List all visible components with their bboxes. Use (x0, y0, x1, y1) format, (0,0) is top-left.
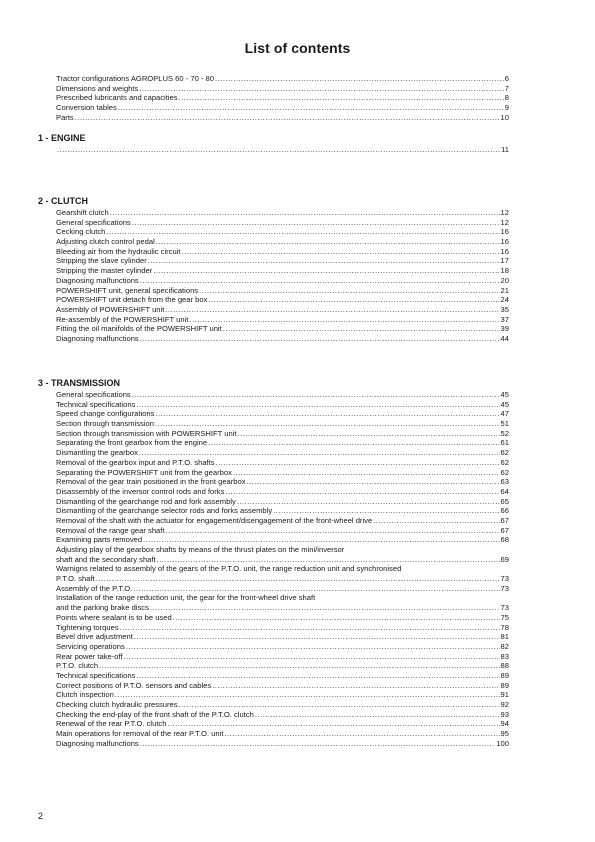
toc-entry-title: Dimensions and weights (56, 83, 139, 93)
toc-entry-page: 51 (500, 419, 509, 429)
toc-entry (56, 419, 509, 429)
toc-entry-page: 12 (500, 208, 509, 217)
toc-entry-page: 62 (500, 467, 509, 477)
toc-entry-page: 8 (504, 93, 509, 103)
toc-entry-title: Renewal of the rear P.T.O. clutch (56, 719, 167, 729)
intro-list (56, 74, 509, 122)
page-number: 2 (38, 811, 44, 821)
toc-entry-title: Gearshift clutch (56, 208, 109, 217)
toc-entry-page: 45 (500, 399, 509, 409)
toc-entry-title: Assembly of POWERSHIFT unit (56, 304, 165, 314)
toc-dot-leader (133, 584, 499, 594)
toc-entry-page: 52 (500, 428, 509, 438)
toc-entry (56, 739, 509, 749)
toc-entry-page: 65 (500, 496, 509, 506)
toc-entry (56, 623, 509, 633)
toc-entry-page: 83 (500, 651, 509, 661)
toc-entry-title: Stripping the master cylinder (56, 266, 153, 276)
toc-dot-leader (134, 632, 500, 642)
toc-entry (56, 74, 509, 84)
toc-dot-leader (225, 487, 499, 497)
toc-entry-title: Separating the POWERSHIFT unit from the gearbox (56, 467, 232, 477)
toc-entry-title: Rear power take-off (56, 651, 123, 661)
toc-entry-title: Removal of the gearbox input and P.T.O. shafts (56, 457, 215, 467)
toc-entry-page: 62 (500, 457, 509, 467)
toc-entry (56, 237, 509, 247)
toc-entry-page: 67 (500, 525, 509, 535)
toc-entry (56, 93, 509, 103)
section-heading-engine: 1 - ENGINE (38, 133, 86, 143)
toc-entry (56, 227, 509, 237)
toc-entry-title: Warnigns related to assembly of the gears of the P.T.O. unit, the range reduction unit and synchronised (56, 564, 402, 574)
toc-dot-leader (115, 690, 500, 700)
toc-entry-page: 73 (500, 603, 509, 613)
toc-dot-leader (139, 448, 500, 458)
toc-entry-title: Correct positions of P.T.O. sensors and cables (56, 680, 212, 690)
toc-entry (56, 334, 509, 344)
page-title: List of contents (244, 40, 351, 56)
toc-entry-page: 11 (501, 145, 509, 154)
toc-entry (56, 256, 509, 266)
toc-dot-leader (165, 305, 499, 315)
toc-entry-page: 9 (504, 103, 509, 113)
toc-entry-title: Section through transmission with POWERSHIFT unit (56, 428, 237, 438)
toc-entry-title: Prescribed lubricants and capacities (56, 93, 178, 103)
toc-entry-title: Tractor configurations AGROPLUS 60 - 70 - 80 (56, 74, 214, 83)
toc-dot-leader (216, 458, 500, 468)
toc-dot-leader (179, 700, 500, 710)
toc-entry (56, 671, 509, 681)
toc-entry (56, 429, 509, 439)
section-list-transmission (56, 390, 509, 748)
toc-dot-leader (57, 145, 500, 155)
toc-entry-title: and the parking brake discs (56, 603, 149, 613)
toc-entry (56, 506, 509, 516)
toc-entry-page: 66 (500, 506, 509, 516)
toc-entry (56, 526, 509, 536)
toc-entry-page: 12 (500, 217, 509, 227)
toc-entry (56, 468, 509, 478)
toc-entry-page: 94 (500, 719, 509, 729)
toc-dot-leader (136, 400, 499, 410)
toc-dot-leader (155, 419, 500, 429)
toc-dot-leader (189, 315, 499, 325)
toc-entry (56, 208, 509, 218)
toc-entry-title: Points where sealant is to be used (56, 612, 172, 622)
toc-entry-page: 82 (500, 641, 509, 651)
toc-dot-leader (150, 603, 500, 613)
toc-entry-page: 73 (500, 574, 509, 584)
toc-entry-title: Removal of the range gear shaft (56, 525, 165, 535)
toc-entry-page: 35 (500, 304, 509, 314)
toc-entry-page: 7 (504, 83, 509, 93)
toc-entry (56, 729, 509, 739)
toc-dot-leader (212, 681, 499, 691)
toc-entry (56, 584, 509, 594)
toc-entry-title: Conversion tables (56, 103, 117, 113)
toc-entry-title: Technical specifications (56, 670, 136, 680)
toc-entry-title: P.T.O. shaft (56, 574, 95, 584)
toc-dot-leader (148, 256, 500, 266)
toc-entry-title: Clutch inspection (56, 690, 114, 700)
toc-entry-page: 45 (500, 390, 509, 399)
toc-entry-title: Diagnosing malfunctions (56, 275, 139, 285)
toc-dot-leader (167, 719, 499, 729)
toc-entry (56, 710, 509, 720)
toc-entry-title: Checking clutch hydraulic pressures (56, 700, 178, 709)
toc-entry-page: 16 (500, 237, 509, 247)
section-list-engine (56, 145, 509, 155)
toc-entry-page: 81 (500, 632, 509, 642)
toc-dot-leader (120, 623, 500, 633)
toc-entry (56, 593, 509, 603)
toc-entry (56, 113, 509, 123)
section-heading-clutch: 2 - CLUTCH (38, 196, 88, 206)
toc-entry (56, 400, 509, 410)
toc-entry (56, 564, 509, 574)
toc-entry-title: Examining parts removed (56, 535, 143, 545)
toc-entry-page: 64 (500, 486, 509, 496)
toc-entry (56, 295, 509, 305)
toc-entry-page: 44 (500, 333, 509, 343)
toc-dot-leader (106, 227, 499, 237)
toc-entry-page: 61 (500, 438, 509, 448)
toc-dot-leader (99, 661, 499, 671)
toc-entry (56, 276, 509, 286)
toc-entry-page: 47 (500, 409, 509, 419)
toc-entry-title: Installation of the range reduction unit, the gear for the front-wheel drive shaft (56, 593, 316, 603)
toc-entry-title: Separating the front gearbox from the engine (56, 438, 208, 448)
toc-dot-leader (140, 739, 496, 749)
toc-dot-leader (126, 642, 500, 652)
toc-dot-leader (96, 574, 500, 584)
toc-entry-page: 6 (504, 74, 509, 83)
toc-entry (56, 438, 509, 448)
toc-dot-leader (255, 710, 500, 720)
section-heading-transmission: 3 - TRANSMISSION (38, 378, 121, 388)
section-list-clutch (56, 208, 509, 344)
toc-entry-title: Re-assembly of the POWERSHIFT unit (56, 314, 189, 324)
toc-entry-page: 63 (500, 477, 509, 487)
toc-dot-leader (156, 237, 500, 247)
toc-dot-leader (143, 535, 499, 545)
toc-entry-title: Bevel drive adjustment (56, 632, 133, 642)
toc-dot-leader (139, 84, 503, 94)
toc-entry-title: POWERSHIFT unit detach from the gear box (56, 295, 208, 305)
toc-entry (56, 719, 509, 729)
toc-entry (56, 247, 509, 257)
toc-dot-leader (199, 286, 499, 296)
toc-dot-leader (155, 409, 499, 419)
toc-entry (56, 458, 509, 468)
toc-entry (56, 487, 509, 497)
toc-dot-leader (173, 613, 500, 623)
toc-entry (56, 681, 509, 691)
toc-entry-page: 91 (500, 690, 509, 700)
toc-entry-title: Checking the end-play of the front shaft of the P.T.O. clutch (56, 709, 254, 719)
toc-entry-page: 93 (500, 709, 509, 719)
toc-entry-page: 39 (500, 324, 509, 334)
toc-entry-title: Dismantling the gearbox (56, 448, 138, 458)
toc-entry-title: Diagnosing malfunctions (56, 333, 139, 343)
toc-entry-page: 100 (496, 738, 509, 748)
toc-entry-page: 62 (500, 448, 509, 458)
toc-entry-page: 17 (500, 256, 509, 266)
toc-entry-title: P.T.O. clutch (56, 661, 99, 671)
toc-entry-page: 16 (500, 227, 509, 237)
toc-entry-page: 67 (500, 515, 509, 525)
toc-entry-title: Servicing operations (56, 641, 125, 651)
toc-entry-page: 24 (500, 295, 509, 305)
toc-entry-title: Removal of the gear train positioned in the front gearbox (56, 477, 246, 487)
toc-dot-leader (182, 247, 500, 257)
toc-entry-page: 73 (500, 583, 509, 593)
toc-entry (56, 690, 509, 700)
toc-dot-leader (237, 497, 500, 507)
toc-dot-leader (215, 74, 504, 84)
toc-entry-page: 10 (500, 112, 509, 122)
toc-entry (56, 286, 509, 296)
toc-entry-title: Parts (56, 112, 74, 122)
toc-entry-title: Cecking clutch (56, 227, 106, 237)
toc-entry-page: 68 (500, 535, 509, 545)
toc-entry (56, 409, 509, 419)
toc-entry-page: 78 (500, 622, 509, 632)
toc-entry-title: Fitting the oil manifolds of the POWERSHIFT unit (56, 324, 222, 334)
toc-entry (56, 700, 509, 710)
toc-entry-title: Tightening torques (56, 622, 119, 632)
toc-dot-leader (153, 266, 499, 276)
toc-dot-leader (140, 334, 500, 344)
toc-entry (56, 315, 509, 325)
toc-dot-leader (233, 468, 500, 478)
toc-entry-page: 20 (500, 275, 509, 285)
toc-entry-page: 16 (500, 246, 509, 256)
toc-entry (56, 661, 509, 671)
toc-entry (56, 545, 509, 555)
toc-dot-leader (132, 390, 500, 400)
toc-entry-title: Dismantling of the gearchange selector rods and forks assembly (56, 506, 273, 516)
toc-entry-page: 75 (500, 612, 509, 622)
toc-entry (56, 516, 509, 526)
toc-entry (56, 535, 509, 545)
toc-entry-page: 95 (500, 729, 509, 739)
toc-entry (56, 103, 509, 113)
toc-dot-leader (124, 652, 500, 662)
toc-entry (56, 497, 509, 507)
toc-entry-page: 69 (500, 554, 509, 564)
toc-dot-leader (373, 516, 499, 526)
toc-entry-title: Section through transmission (56, 419, 154, 429)
toc-entry-title: Technical specifications (56, 399, 136, 409)
toc-entry-title: Adjusting play of the gearbox shafts by means of the thrust plates on the mini/inversor (56, 545, 345, 554)
toc-dot-leader (208, 295, 499, 305)
toc-entry (56, 603, 509, 613)
toc-dot-leader (110, 208, 500, 218)
toc-entry (56, 218, 509, 228)
toc-entry (56, 266, 509, 276)
toc-dot-leader (75, 113, 500, 123)
toc-entry (56, 613, 509, 623)
toc-entry-title: POWERSHIFT unit, general specifications (56, 285, 199, 295)
toc-entry (56, 84, 509, 94)
toc-dot-leader (157, 555, 500, 565)
toc-dot-leader (179, 93, 504, 103)
toc-entry (56, 477, 509, 487)
toc-dot-leader (208, 438, 499, 448)
toc-entry-title: shaft and the secondary shaft (56, 554, 156, 564)
toc-entry (56, 574, 509, 584)
toc-entry-title: Main operations for removal of the rear P.T.O. unit (56, 729, 224, 739)
toc-entry-title: Disassembly of the inversor control rods and forks (56, 486, 225, 496)
toc-entry (56, 305, 509, 315)
toc-entry-page: 21 (500, 285, 509, 295)
toc-entry (56, 642, 509, 652)
toc-entry (56, 448, 509, 458)
toc-entry-title: Stripping the slave cylinder (56, 256, 147, 266)
toc-dot-leader (238, 429, 500, 439)
toc-dot-leader (247, 477, 500, 487)
toc-entry-page: 89 (500, 680, 509, 690)
toc-entry (56, 324, 509, 334)
toc-entry-page: 37 (500, 314, 509, 324)
toc-entry (56, 390, 509, 400)
toc-entry (56, 555, 509, 565)
toc-entry-title: Dismantling of the gearchange rod and fork assembly (56, 496, 236, 506)
toc-entry-title: Assembly of the P.T.O. (56, 583, 133, 593)
toc-entry-page: 92 (500, 700, 509, 709)
toc-entry (56, 632, 509, 642)
toc-entry-title: Bleeding air from the hydraulic circuit (56, 246, 181, 256)
toc-entry-title: General specifications (56, 217, 131, 227)
toc-dot-leader (118, 103, 504, 113)
toc-dot-leader (132, 218, 500, 228)
toc-entry-title: Diagnosing malfunctions (56, 738, 139, 748)
toc-entry-title: General specifications (56, 390, 131, 399)
toc-dot-leader (224, 729, 499, 739)
toc-dot-leader (166, 526, 500, 536)
toc-entry-page: 18 (500, 266, 509, 276)
toc-dot-leader (136, 671, 499, 681)
toc-entry-title: Removal of the shaft with the actuator for engagement/disengagement of the front-wheel drive (56, 515, 373, 525)
toc-entry-title: Adjusting clutch control pedal (56, 237, 155, 247)
toc-dot-leader (140, 276, 500, 286)
toc-dot-leader (273, 506, 499, 516)
toc-entry-page: 88 (500, 661, 509, 671)
toc-entry (56, 145, 509, 155)
toc-dot-leader (223, 324, 500, 334)
toc-entry-title: Speed change configurations (56, 409, 155, 419)
toc-entry (56, 652, 509, 662)
toc-entry-page: 89 (500, 670, 509, 680)
